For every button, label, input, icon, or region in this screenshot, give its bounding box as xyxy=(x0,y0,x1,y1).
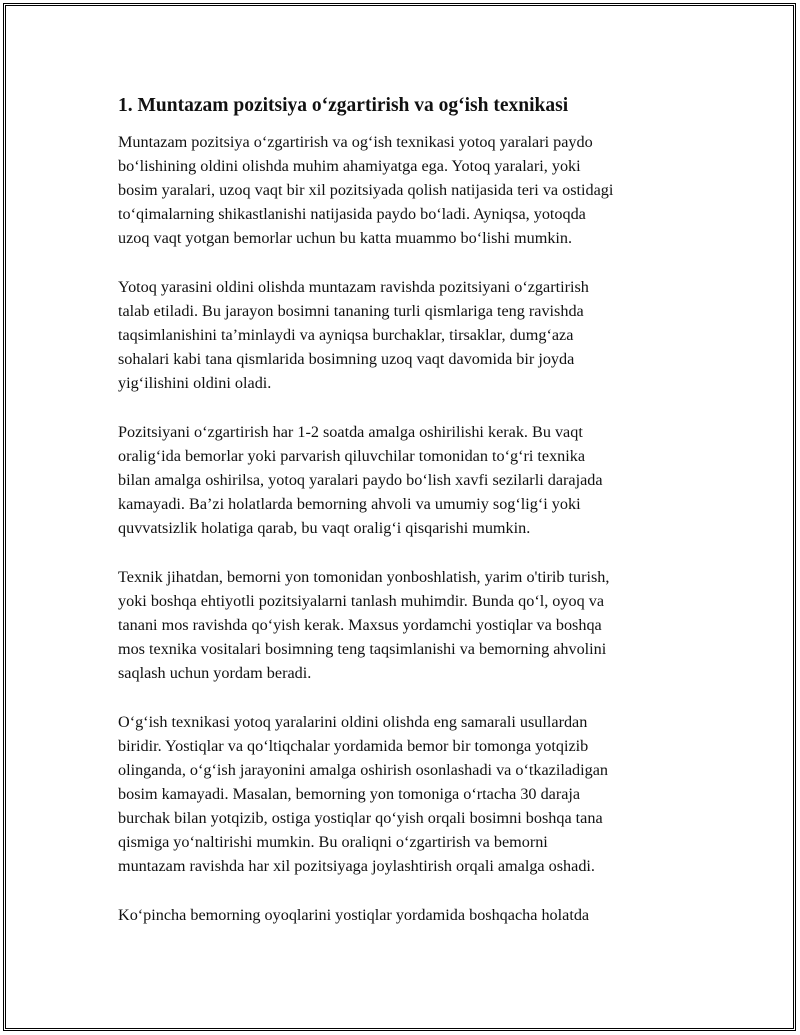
paragraph xyxy=(118,710,718,878)
text-line: yig‘ilishini oldini oladi. xyxy=(118,374,272,392)
text-line: yoki boshqa ehtiyotli pozitsiyalarni tanlash muhimdir. Bunda qo‘l, oyoq va xyxy=(118,592,605,610)
text-line: Texnik jihatdan, bemorni yon tomonidan yonboshlatish, yarim o'tirib turish, xyxy=(118,568,610,586)
text-line: oralig‘ida bemorlar yoki parvarish qiluvchilar tomonidan to‘g‘ri texnika xyxy=(118,447,586,465)
text-line: kamayadi. Ba’zi holatlarda bemorning ahvoli va umumiy sog‘lig‘i yoki xyxy=(118,495,581,513)
text-line: quvvatsizlik holatiga qarab, bu vaqt oralig‘i qisqarishi mumkin. xyxy=(118,519,531,537)
text-line: talab etiladi. Bu jarayon bosimni tananing turli qismlariga teng ravishda xyxy=(118,302,584,320)
text-line: muntazam ravishda har xil pozitsiyaga joylashtirish orqali amalga oshadi. xyxy=(118,857,595,875)
text-line: bo‘lishining oldini olishda muhim ahamiyatga ega. Yotoq yaralari, yoki xyxy=(118,157,581,175)
text-line: bilan amalga oshirilsa, yotoq yaralari paydo bo‘lish xavfi sezilarli darajada xyxy=(118,471,603,489)
text-line: uzoq vaqt yotgan bemorlar uchun bu katta muammo bo‘lishi mumkin. xyxy=(118,229,573,247)
text-line: qismiga yo‘naltirishi mumkin. Bu oraliqni o‘zgartirish va bemorni xyxy=(118,833,548,851)
text-line: biridir. Yostiqlar va qo‘ltiqchalar yordamida bemor bir tomonga yotqizib xyxy=(118,737,589,755)
paragraph xyxy=(118,275,718,395)
text-line: taqsimlanishini ta’minlaydi va ayniqsa burchaklar, tirsaklar, dumg‘aza xyxy=(118,326,574,344)
text-line: saqlash uchun yordam beradi. xyxy=(118,664,312,682)
paragraph xyxy=(118,420,718,540)
text-line: Yotoq yarasini oldini olishda muntazam ravishda pozitsiyani o‘zgartirish xyxy=(118,278,589,296)
paragraph xyxy=(118,903,718,927)
text-line: mos texnika vositalari bosimning teng taqsimlanishi va bemorning ahvolini xyxy=(118,640,607,658)
paragraph xyxy=(118,565,718,685)
text-line: Pozitsiyani o‘zgartirish har 1-2 soatda amalga oshirilishi kerak. Bu vaqt xyxy=(118,423,583,441)
document-body xyxy=(118,92,718,952)
text-line: bosim kamayadi. Masalan, bemorning yon tomoniga o‘rtacha 30 daraja xyxy=(118,785,581,803)
text-line: to‘qimalarning shikastlanishi natijasida paydo bo‘ladi. Ayniqsa, yotoqda xyxy=(118,205,586,223)
text-line: Muntazam pozitsiya o‘zgartirish va og‘ish texnikasi yotoq yaralari paydo xyxy=(118,133,593,151)
text-line: tanani mos ravishda qo‘yish kerak. Maxsus yordamchi yostiqlar va boshqa xyxy=(118,616,602,634)
text-line: bosim yaralari, uzoq vaqt bir xil pozitsiyada qolish natijasida teri va ostidagi xyxy=(118,181,614,199)
text-line: Ko‘pincha bemorning oyoqlarini yostiqlar yordamida boshqacha holatda xyxy=(118,906,590,924)
section-heading: 1. Muntazam pozitsiya o‘zgartirish va og‘ish texnikasi xyxy=(118,95,569,116)
paragraphs-container xyxy=(118,130,718,927)
paragraph xyxy=(118,130,718,250)
text-line: burchak bilan yotqizib, ostiga yostiqlar qo‘yish orqali bosimni boshqa tana xyxy=(118,809,603,827)
text-line: sohalari kabi tana qismlarida bosimning uzoq vaqt davomida bir joyda xyxy=(118,350,575,368)
text-line: olinganda, o‘g‘ish jarayonini amalga oshirish osonlashadi va o‘tkaziladigan xyxy=(118,761,608,779)
text-line: O‘g‘ish texnikasi yotoq yaralarini oldini olishda eng samarali usullardan xyxy=(118,713,588,731)
